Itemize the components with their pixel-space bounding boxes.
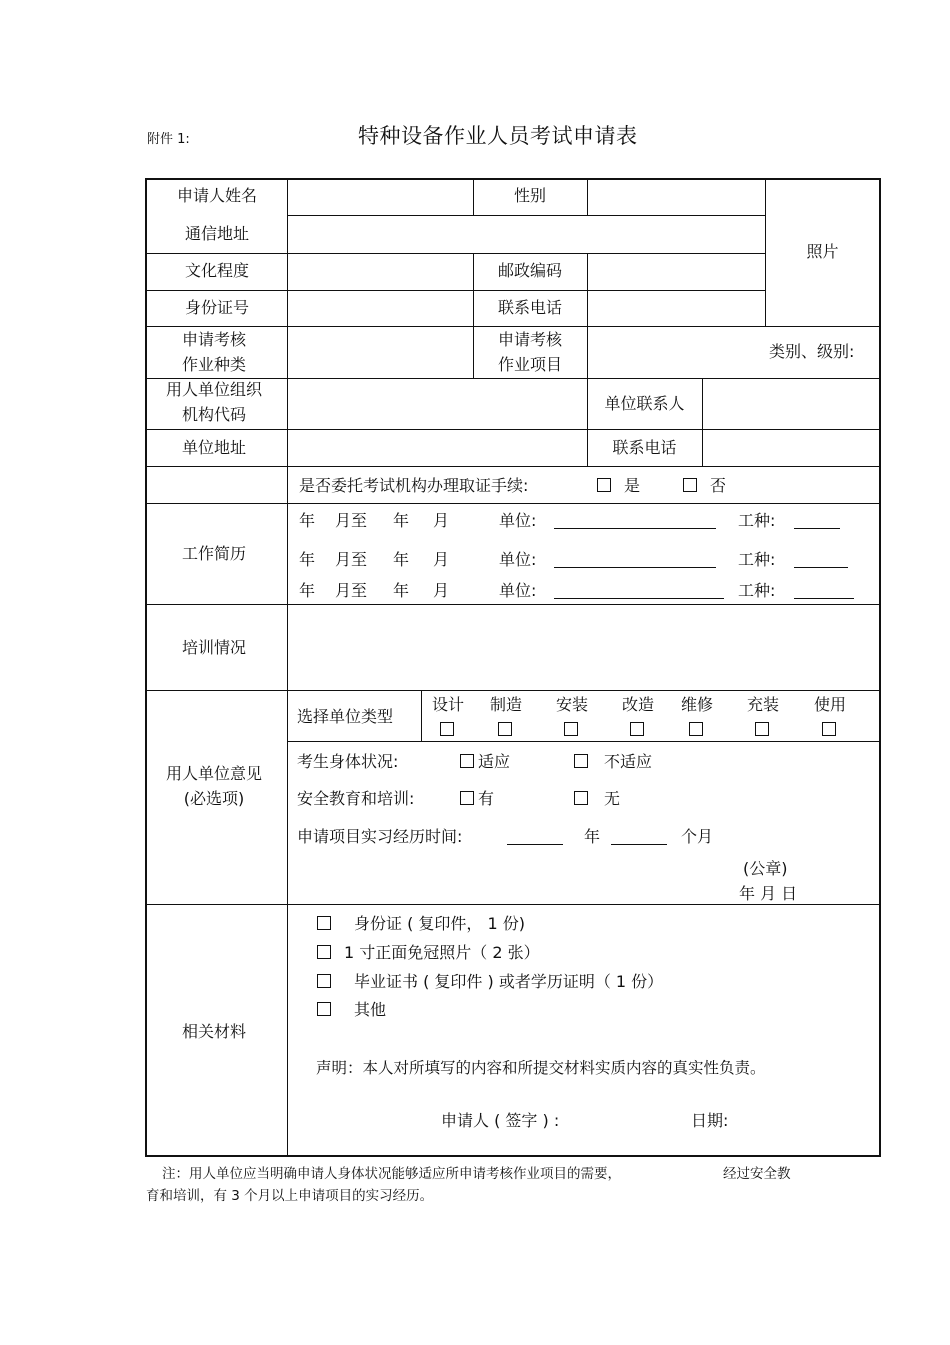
material-checkbox[interactable] [317, 1000, 331, 1020]
safety-has-checkbox[interactable] [460, 789, 474, 809]
unit-type-checkbox[interactable] [755, 720, 769, 740]
seal-date: 年 月 日 [739, 884, 798, 903]
unit-type-checkbox[interactable] [564, 720, 578, 740]
label-unit-address: 单位地址 [181, 438, 246, 457]
row-line [147, 429, 879, 430]
col-line [587, 180, 588, 215]
unit-type-label: 维修 [681, 695, 714, 714]
material-checkbox[interactable] [317, 972, 331, 992]
row-line [147, 503, 879, 504]
row-line [147, 690, 879, 691]
material-checkbox[interactable] [317, 914, 331, 934]
entrust-no-checkbox[interactable] [683, 476, 697, 496]
label-job-item-1: 申请考核 [497, 330, 562, 349]
wh-month-to: 月至 [335, 550, 368, 569]
label-education: 文化程度 [184, 261, 249, 280]
label-employer-1: 用人单位意见 [165, 764, 262, 783]
material-item: 1 寸正面免冠照片（ 2 张） [344, 943, 540, 962]
wh-unit-label: 单位: [499, 581, 537, 600]
label-job-type-2: 作业种类 [181, 355, 246, 374]
wh-year: 年 [299, 581, 316, 600]
entrust-yes-checkbox[interactable] [597, 476, 611, 496]
row-line [147, 466, 879, 467]
unit-type-checkbox[interactable] [630, 720, 644, 740]
practice-years-field[interactable] [507, 827, 563, 847]
wh-month-to: 月至 [335, 511, 368, 530]
unit-type-label: 改造 [622, 695, 655, 714]
label-materials: 相关材料 [181, 1022, 246, 1041]
health-fit-label: 适应 [478, 752, 511, 771]
unit-type-label: 充装 [747, 695, 780, 714]
wh-unit-field[interactable] [554, 581, 724, 601]
wh-year: 年 [299, 511, 316, 530]
col-line [587, 253, 588, 326]
wh-month: 月 [433, 581, 450, 600]
safety-none-checkbox[interactable] [574, 789, 588, 809]
entrust-yes-label: 是 [624, 476, 641, 495]
practice-months-field[interactable] [611, 827, 667, 847]
material-checkbox[interactable] [317, 943, 331, 963]
health-unfit-label: 不适应 [604, 752, 653, 771]
material-item: 毕业证书 ( 复印件 ) 或者学历证明（ 1 份） [354, 972, 664, 991]
signature-label: 申请人 ( 签字 ) : [441, 1111, 560, 1130]
wh-year: 年 [299, 550, 316, 569]
date-label: 日期: [691, 1111, 729, 1130]
unit-type-label: 设计 [432, 695, 465, 714]
material-item: 身份证 ( 复印件， 1 份) [354, 914, 526, 933]
application-form [145, 178, 881, 1157]
unit-type-checkbox[interactable] [440, 720, 454, 740]
label-select-unit-type: 选择单位类型 [297, 707, 394, 726]
unit-type-label: 制造 [490, 695, 523, 714]
footnote-line1-end: 经过安全教 [723, 1166, 791, 1182]
wh-unit-label: 单位: [499, 511, 537, 530]
wh-job-label: 工种: [738, 550, 776, 569]
col-line [421, 690, 422, 741]
unit-type-checkbox[interactable] [689, 720, 703, 740]
declaration: 声明：本人对所填写的内容和所提交材料实质内容的真实性负责。 [316, 1059, 766, 1077]
wh-job-field[interactable] [794, 550, 848, 570]
label-address: 通信地址 [184, 224, 249, 243]
label-unit-contact: 单位联系人 [604, 394, 685, 413]
wh-job-field[interactable] [794, 511, 840, 531]
label-photo: 照片 [806, 242, 839, 261]
label-postcode: 邮政编码 [497, 261, 562, 280]
row-line [147, 326, 879, 327]
attachment-label: 附件 1: [147, 132, 190, 147]
wh-year: 年 [393, 511, 410, 530]
health-fit-checkbox[interactable] [460, 752, 474, 772]
col-line [702, 378, 703, 466]
label-category-level: 类别、级别: [769, 342, 855, 361]
wh-unit-field[interactable] [554, 511, 716, 531]
label-training: 培训情况 [181, 638, 246, 657]
row-line [147, 253, 766, 254]
unit-type-label: 安装 [556, 695, 589, 714]
label-job-item-2: 作业项目 [497, 355, 562, 374]
row-line [288, 215, 766, 216]
label-gender: 性别 [513, 186, 546, 205]
label-unit-phone: 联系电话 [612, 438, 677, 457]
label-safety-training: 安全教育和培训: [297, 789, 415, 808]
label-phone: 联系电话 [497, 298, 562, 317]
label-employer-2: (必选项) [183, 789, 245, 808]
seal-label: (公章) [743, 859, 788, 878]
unit-type-label: 使用 [814, 695, 847, 714]
safety-none-label: 无 [604, 789, 621, 808]
wh-month: 月 [433, 550, 450, 569]
row-line [147, 378, 879, 379]
label-health: 考生身体状况: [297, 752, 399, 771]
label-practice-time: 申请项目实习经历时间: [297, 827, 463, 846]
label-job-type-1: 申请考核 [181, 330, 246, 349]
form-title: 特种设备作业人员考试申请表 [358, 124, 638, 148]
unit-type-checkbox[interactable] [498, 720, 512, 740]
practice-months-label: 个月 [681, 827, 714, 846]
wh-year: 年 [393, 550, 410, 569]
wh-job-field[interactable] [794, 581, 854, 601]
practice-year-label: 年 [584, 827, 601, 846]
wh-year: 年 [393, 581, 410, 600]
col-line [287, 180, 288, 1155]
entrust-question: 是否委托考试机构办理取证手续: [299, 476, 529, 495]
label-org-code-2: 机构代码 [181, 405, 246, 424]
row-line [288, 741, 879, 742]
row-line [147, 904, 879, 905]
row-line [147, 604, 879, 605]
material-item: 其他 [354, 1000, 387, 1019]
wh-job-label: 工种: [738, 511, 776, 530]
wh-job-label: 工种: [738, 581, 776, 600]
row-line [147, 290, 766, 291]
footnote-line2: 育和培训，有 3 个月以上申请项目的实习经历。 [146, 1188, 434, 1204]
label-applicant-name: 申请人姓名 [176, 186, 257, 205]
wh-month: 月 [433, 511, 450, 530]
footnote-line1: 注：用人单位应当明确申请人身体状况能够适应所申请考核作业项目的需要， [162, 1166, 621, 1182]
entrust-no-label: 否 [710, 476, 727, 495]
health-unfit-checkbox[interactable] [574, 752, 588, 772]
col-line [587, 326, 588, 378]
label-org-code-1: 用人单位组织 [165, 380, 262, 399]
label-id-number: 身份证号 [184, 298, 249, 317]
wh-month-to: 月至 [335, 581, 368, 600]
unit-type-checkbox[interactable] [822, 720, 836, 740]
wh-unit-field[interactable] [554, 550, 716, 570]
safety-has-label: 有 [478, 789, 495, 808]
wh-unit-label: 单位: [499, 550, 537, 569]
label-work-history: 工作简历 [181, 544, 246, 563]
